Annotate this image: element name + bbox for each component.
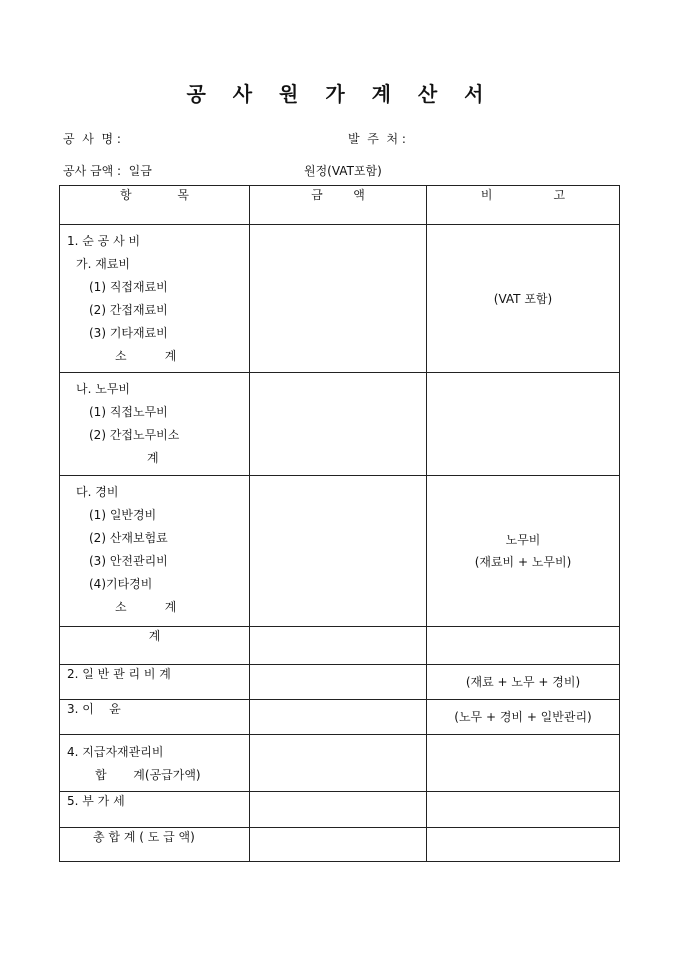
grand-total-note-cell — [427, 828, 620, 862]
expense-note — [427, 476, 620, 627]
labor-amount-cell[interactable] — [250, 373, 427, 476]
material-cost-label: 가. 재료비 — [76, 257, 130, 271]
labor-note-cell — [427, 373, 620, 476]
header-item — [60, 186, 250, 225]
profit-amount-cell[interactable] — [250, 700, 427, 735]
general-admin-label: 2. 일 반 관 리 비 계 — [60, 665, 250, 700]
material-subtotal-label: 소 계 — [115, 349, 177, 363]
supplied-material-row — [60, 735, 620, 792]
profit-row — [60, 700, 620, 735]
general-admin-note: (재료 + 노무 + 경비) — [427, 665, 620, 700]
industrial-insurance-label: (2) 산재보험료 — [89, 531, 168, 545]
expense-items — [60, 476, 250, 627]
cost-table — [59, 185, 620, 862]
material-note: (VAT 포함) — [427, 225, 620, 373]
material-amount-cell[interactable] — [250, 225, 427, 373]
expense-note-line1: 노무비 — [505, 533, 541, 547]
vat-row — [60, 792, 620, 828]
labor-cost-row — [60, 373, 620, 476]
expense-label: 다. 경비 — [76, 485, 119, 499]
labor-subtotal-label: 계 — [147, 451, 159, 465]
amount-suffix: 원정(VAT포함) — [304, 164, 382, 178]
supplied-material-amount-cell[interactable] — [250, 735, 427, 792]
header-amount-label: 금 액 — [311, 188, 365, 202]
safety-management-label: (3) 안전관리비 — [89, 554, 168, 568]
supply-total-label: 합 계(공급가액) — [95, 768, 201, 782]
vat-label: 5. 부 가 세 — [60, 792, 250, 828]
header-remarks-label: 비 고 — [480, 188, 566, 202]
vat-note-cell — [427, 792, 620, 828]
supplied-material-items — [60, 735, 250, 792]
grand-total-amount-cell[interactable] — [250, 828, 427, 862]
grand-total-row — [60, 828, 620, 862]
supplied-material-label: 4. 지급자재관리비 — [67, 745, 164, 759]
supplied-material-note-cell — [427, 735, 620, 792]
general-admin-row — [60, 665, 620, 700]
labor-cost-items — [60, 373, 250, 476]
direct-labor-label: (1) 직접노무비 — [89, 405, 168, 419]
profit-note: (노무 + 경비 + 일반관리) — [427, 700, 620, 735]
net-construction-cost-label: 1. 순 공 사 비 — [67, 234, 141, 248]
profit-label: 3. 이 윤 — [60, 700, 250, 735]
amount-label: 공사 금액 : 일금 — [63, 164, 152, 178]
header-row — [60, 186, 620, 225]
general-expense-label: (1) 일반경비 — [89, 508, 157, 522]
material-cost-row — [60, 225, 620, 373]
grand-total-label: 총 합 계 ( 도 급 액) — [60, 828, 250, 862]
header-amount — [250, 186, 427, 225]
net-total-row — [60, 627, 620, 665]
general-admin-amount-cell[interactable] — [250, 665, 427, 700]
header-item-label: 항 목 — [120, 188, 189, 202]
indirect-material-label: (2) 간접재료비 — [89, 303, 168, 317]
vat-amount-cell[interactable] — [250, 792, 427, 828]
document-title: 공 사 원 가 계 산 서 — [186, 82, 494, 106]
project-name-label: 공 사 명 : — [63, 132, 121, 146]
expense-amount-cell[interactable] — [250, 476, 427, 627]
material-cost-items — [60, 225, 250, 373]
net-total-note-cell — [427, 627, 620, 665]
client-label: 발 주 처 : — [348, 132, 406, 146]
indirect-labor-label: (2) 간접노무비소 — [89, 428, 180, 442]
header-remarks — [427, 186, 620, 225]
expense-subtotal-label: 소 계 — [115, 600, 177, 614]
other-expense-label: (4)기타경비 — [89, 577, 153, 591]
direct-material-label: (1) 직접재료비 — [89, 280, 168, 294]
expense-note-line2: (재료비 + 노무비) — [474, 555, 572, 569]
other-material-label: (3) 기타재료비 — [89, 326, 168, 340]
expense-row — [60, 476, 620, 627]
net-total-amount-cell[interactable] — [250, 627, 427, 665]
net-total-label: 계 — [60, 627, 250, 665]
labor-cost-label: 나. 노무비 — [76, 382, 130, 396]
